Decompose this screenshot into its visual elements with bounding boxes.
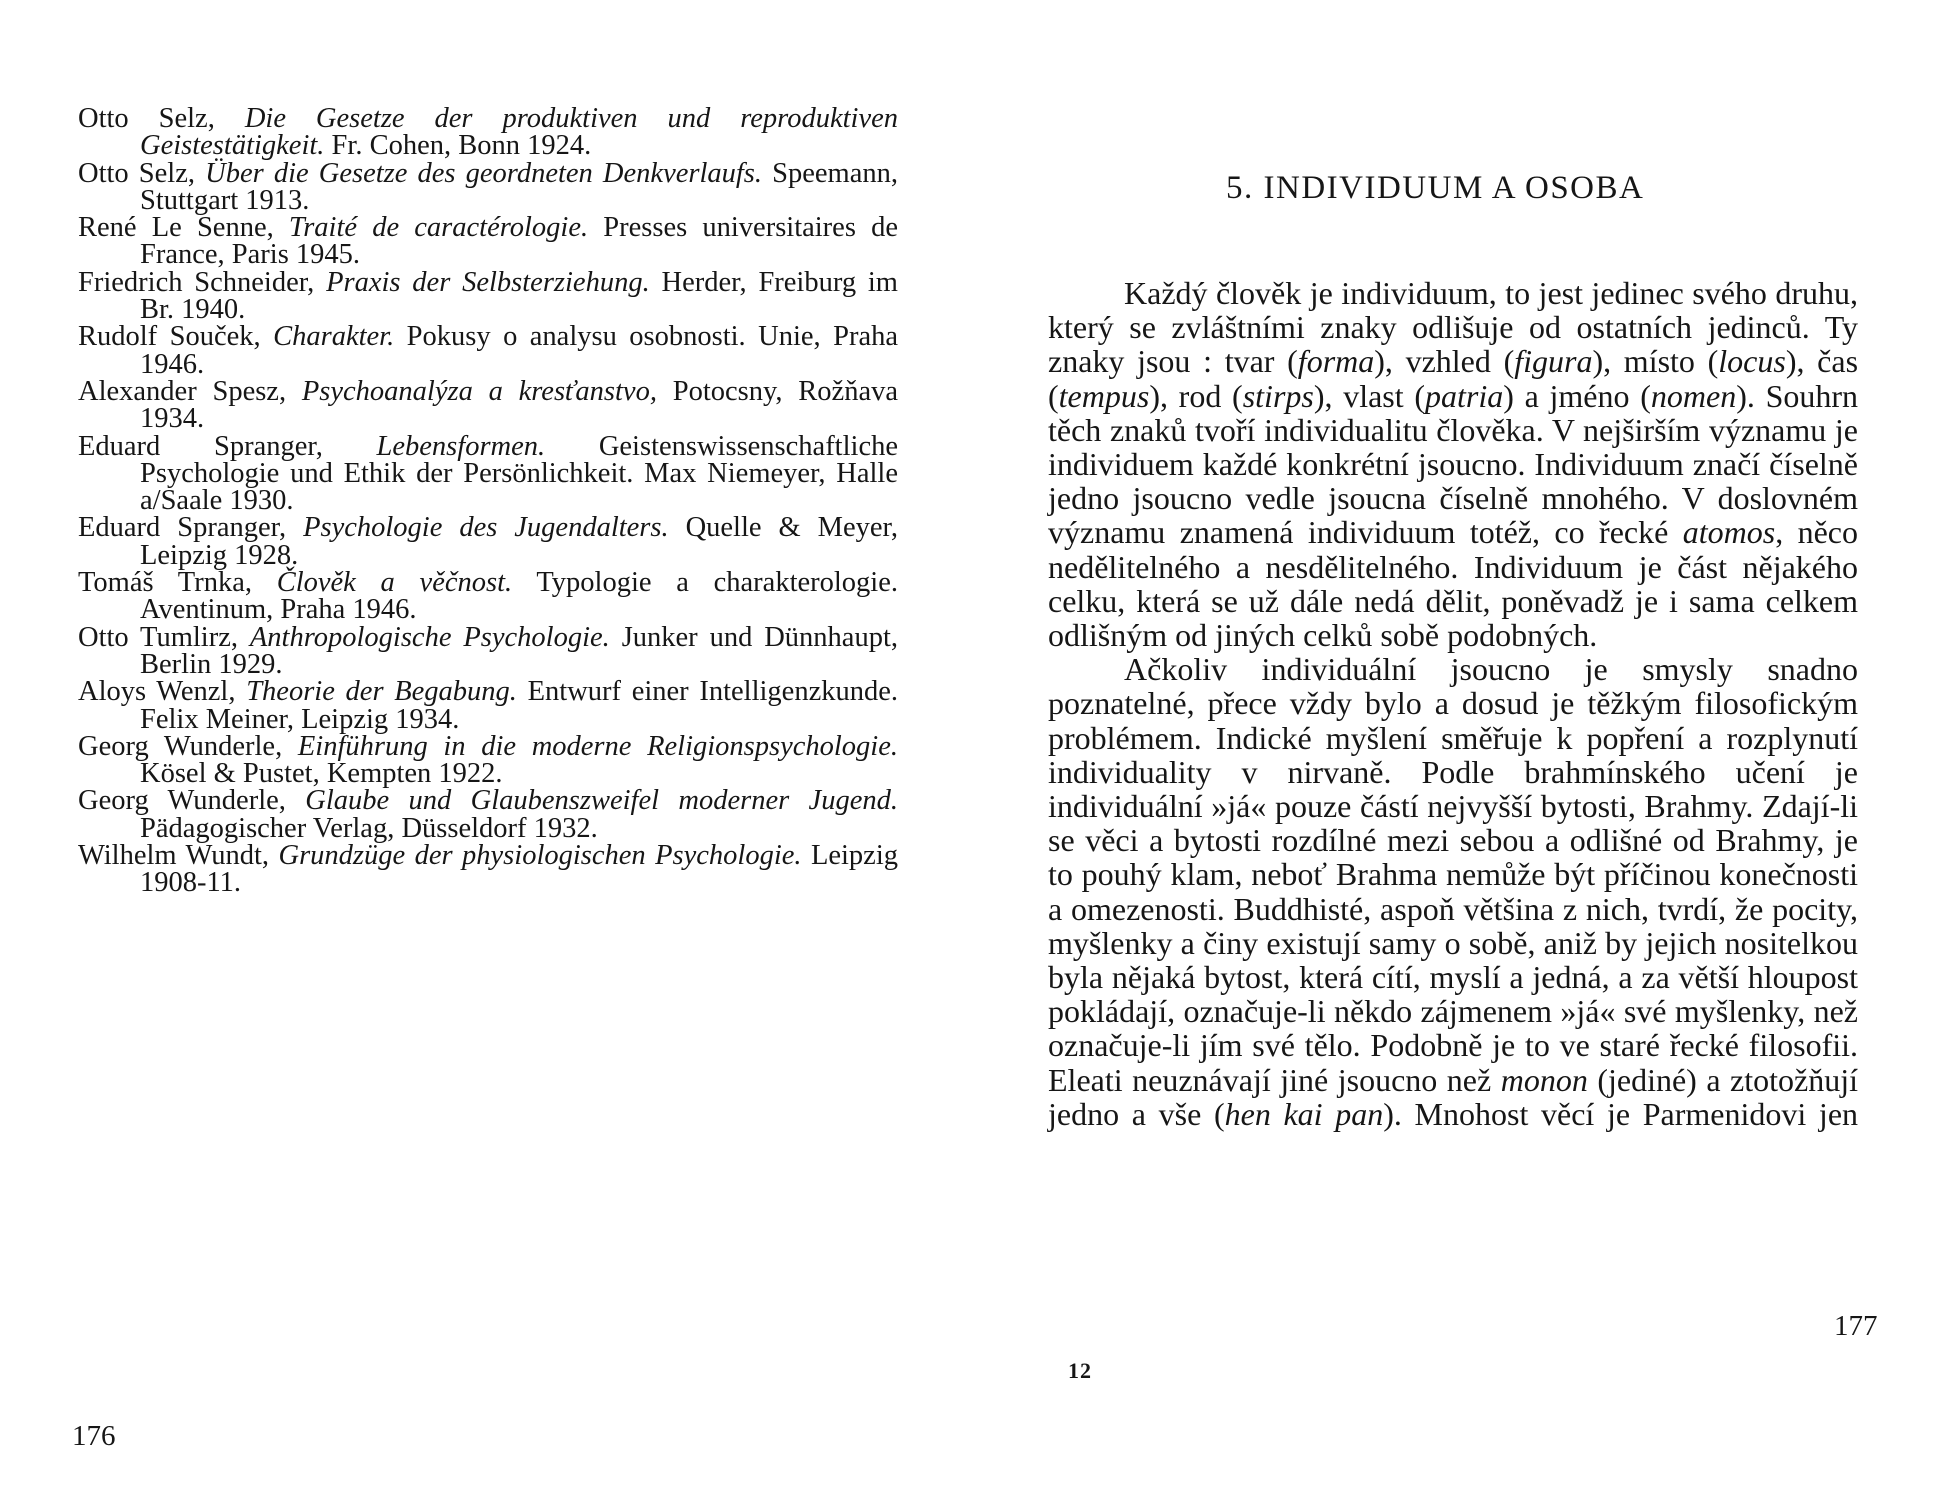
- bibliography-title: Charakter.: [273, 321, 395, 353]
- italic-term: forma: [1297, 343, 1375, 380]
- bibliography-title: Grundzüge der physiologischen Psychologie.: [278, 840, 802, 872]
- bibliography-title: Die Gesetze der produktiven und reproduktiven Geistestätigkeit.: [140, 103, 898, 162]
- text-run: ) a jméno (: [1503, 377, 1651, 414]
- bibliography-title: Anthropologische Psychologie.: [249, 621, 610, 653]
- text-run: ), vzhled (: [1374, 343, 1515, 380]
- right-page: [968, 0, 1936, 1500]
- bibliography-publisher: Leipzig 1908-11.: [140, 840, 898, 899]
- bibliography-publisher: Pädagogischer Verlag, Düsseldorf 1932.: [140, 812, 598, 844]
- text-run: ), rod (: [1149, 377, 1243, 414]
- bibliography-publisher: Potocsny, Rožňava 1934.: [140, 375, 898, 435]
- bibliography-publisher: Geistenswissenschaftliche Psychologie und Ethik der Persönlichkeit. Max Niemeyer, Halle a/Saale 1930.: [140, 430, 898, 517]
- italic-term: hen kai pan: [1224, 1095, 1384, 1132]
- page-number-right: 177: [1834, 1310, 1878, 1342]
- italic-term: nomen: [1650, 377, 1737, 414]
- bibliography-entry: [78, 569, 898, 624]
- bibliography-title: Psychoanalýza a kresťanstvo,: [301, 375, 657, 407]
- bibliography-author: René Le Senne,: [78, 212, 289, 244]
- bibliography-entry: [78, 787, 898, 842]
- italic-term: locus: [1718, 343, 1786, 380]
- signature-mark: 12: [1068, 1358, 1092, 1383]
- bibliography-title: Theorie der Begabung.: [246, 676, 517, 708]
- bibliography-title: Über die Gesetze des geordneten Denkverlaufs.: [205, 157, 763, 189]
- bibliography-title: Traité de caractérologie.: [288, 212, 589, 244]
- bibliography-author: Otto Selz,: [78, 157, 206, 189]
- bibliography-entry: [78, 430, 898, 517]
- bibliography-entry: [78, 621, 898, 680]
- bibliography-publisher: Presses universitaires de France, Paris 1945.: [140, 212, 898, 271]
- bibliography-title: Einführung in die moderne Religionspsychologie.: [297, 730, 898, 762]
- bibliography-author: Otto Tumlirz,: [78, 621, 250, 653]
- text-run: ). Mnohost věcí je Parmenidovi jen: [1383, 1095, 1859, 1132]
- bibliography-author: Aloys Wenzl,: [78, 676, 247, 708]
- body-paragraph: [1048, 652, 1858, 1131]
- bibliography-publisher: Herder, Freiburg im Br. 1940.: [140, 266, 898, 326]
- bibliography-entry: [78, 678, 898, 733]
- text-run: , něco nedělitelného a nesdělitelného. Individuum je část nějakého celku, která se už dále nedá dělit, poněvadž je i sama celkem odlišným od jiných celků sobě podobných.: [1048, 514, 1859, 654]
- italic-term: figura: [1514, 343, 1593, 380]
- bibliography-author: Friedrich Schneider,: [78, 266, 327, 298]
- bibliography-author: Wilhelm Wundt,: [78, 840, 279, 872]
- text-run: Ačkoliv individuální jsoucno je smysly snadno poznatelné, přece vždy bylo a dosud je těžkým filosofickým problémem. Indické myšlení směřuje k popření a rozplynutí individuality v nirvaně. Podle brahmínského učení je individuální »já« pouze částí nejvyšší bytosti, Brahmy. Zdají-li se věci a bytosti rozdílné mezi sebou a odlišné od Brahmy, je to pouhý klam, neboť Brahma nemůže být příčinou konečnosti a omezenosti. Buddhisté, aspoň většina z nich, tvrdí, že pocity, myšlenky a činy existují samy o sobě, aniž by jejich nositelkou byla nějaká bytost, která cítí, myslí a jedná, a za větší hloupost pokládají, označuje-li někdo zájmenem »já« své myšlenky, než označuje-li jím své tělo. Podobně je to ve staré řecké filosofii. Eleati neuznávají jiné jsoucno než: [1048, 651, 1858, 1098]
- text-run: ), vlast (: [1313, 377, 1426, 414]
- bibliography-entry: [78, 105, 898, 160]
- page-number-left: 176: [72, 1420, 116, 1452]
- bibliography-author: Georg Wunderle,: [78, 785, 306, 817]
- bibliography-entry: [78, 842, 898, 897]
- chapter-title: 5. INDIVIDUUM A OSOBA: [1226, 170, 1645, 206]
- bibliography-title: Praxis der Selbsterziehung.: [326, 266, 650, 298]
- bibliography-publisher: Entwurf einer Intelligenzkunde. Felix Meiner, Leipzig 1934.: [140, 676, 898, 735]
- bibliography-publisher: Kösel & Pustet, Kempten 1922.: [140, 758, 503, 790]
- bibliography-author: Eduard Spranger,: [78, 512, 304, 544]
- italic-term: stirps: [1242, 377, 1314, 414]
- bibliography-entry: [78, 214, 898, 269]
- bibliography-author: Rudolf Souček,: [78, 321, 274, 353]
- bibliography-publisher: Speemann, Stuttgart 1913.: [140, 157, 898, 216]
- text-run: ). Souhrn těch znaků tvoří individualitu člověka. V nejširším významu je individuem každé konkrétní jsoucno. Individuum značí číselně jedno jsoucno vedle jsoucna číselně mnohého. V doslovném významu znamená individuum totéž, co řecké: [1048, 377, 1859, 551]
- bibliography-author: Tomáš Trnka,: [78, 567, 277, 599]
- bibliography-title: Glaube und Glaubenszweifel moderner Jugend.: [305, 785, 898, 817]
- bibliography-entry: [78, 730, 898, 790]
- bibliography-author: Eduard Spranger,: [78, 430, 377, 462]
- bibliography-title: Lebensformen.: [376, 430, 546, 462]
- italic-term: atomos: [1682, 514, 1776, 551]
- bibliography-author: Alexander Spesz,: [78, 375, 302, 407]
- italic-term: tempus: [1058, 377, 1150, 414]
- chapter-body: [1048, 276, 1858, 1131]
- bibliography-author: Georg Wunderle,: [78, 730, 298, 762]
- bibliography-publisher: Pokusy o analysu osobnosti. Unie, Praha 1946.: [140, 321, 898, 380]
- text-run: ), místo (: [1592, 343, 1719, 380]
- text-run: Každý člověk je individuum, to jest jedinec svého druhu, který se zvláštními znaky odlišuje od ostatních jedinců. Ty znaky jsou : tvar (: [1048, 275, 1858, 380]
- bibliography-publisher: Typologie a charakterologie. Aventinum, Praha 1946.: [140, 567, 898, 626]
- bibliography-entry: [78, 514, 898, 569]
- bibliography-title: Psychologie des Jugendalters.: [303, 512, 669, 544]
- bibliography-publisher: Quelle & Meyer, Leipzig 1928.: [140, 512, 898, 571]
- text-run: (jediné) a ztotožňují jedno a vše (: [1048, 1061, 1859, 1132]
- bibliography-entry: [78, 375, 898, 435]
- bibliography-list: [78, 105, 898, 897]
- bibliography-publisher: Fr. Cohen, Bonn 1924.: [324, 130, 592, 162]
- bibliography-title: Člověk a věčnost.: [276, 567, 513, 599]
- italic-term: monon: [1500, 1061, 1588, 1098]
- italic-term: patria: [1425, 377, 1504, 414]
- bibliography-entry: [78, 323, 898, 378]
- bibliography-entry: [78, 157, 898, 216]
- text-run: ), čas (: [1048, 343, 1859, 414]
- bibliography-entry: [78, 266, 898, 326]
- bibliography-publisher: Junker und Dünnhaupt, Berlin 1929.: [140, 621, 898, 680]
- body-paragraph: [1048, 276, 1858, 652]
- bibliography-author: Otto Selz,: [78, 103, 245, 134]
